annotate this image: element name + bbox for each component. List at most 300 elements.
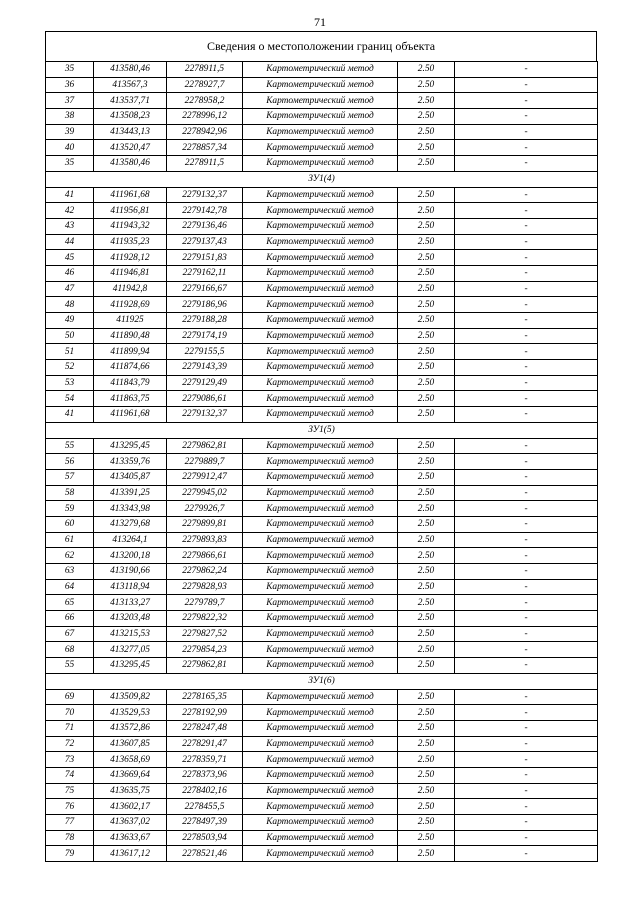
coord-y: 2279893,83 — [167, 532, 243, 548]
method-cell: Картометрический метод — [243, 77, 398, 93]
table-row — [46, 564, 598, 580]
coord-y: 2279142,78 — [167, 203, 243, 219]
point-number: 54 — [46, 391, 94, 407]
coord-x: 413190,66 — [94, 564, 167, 580]
coord-x: 413658,69 — [94, 752, 167, 768]
method-cell: Картометрический метод — [243, 830, 398, 846]
coord-x: 413443,13 — [94, 124, 167, 140]
accuracy-cell: 2.50 — [398, 830, 455, 846]
method-cell: Картометрический метод — [243, 579, 398, 595]
point-number: 66 — [46, 611, 94, 627]
point-number: 37 — [46, 93, 94, 109]
dash-cell: - — [455, 846, 598, 862]
coord-y: 2279132,37 — [167, 407, 243, 423]
coord-x: 413279,68 — [94, 516, 167, 532]
dash-cell: - — [455, 62, 598, 78]
coord-y: 2279926,7 — [167, 501, 243, 517]
method-cell: Картометрический метод — [243, 203, 398, 219]
dash-cell: - — [455, 218, 598, 234]
method-cell: Картометрический метод — [243, 705, 398, 721]
accuracy-cell: 2.50 — [398, 846, 455, 862]
method-cell: Картометрический метод — [243, 391, 398, 407]
table-row — [46, 658, 598, 674]
point-number: 55 — [46, 438, 94, 454]
accuracy-cell: 2.50 — [398, 77, 455, 93]
point-number: 65 — [46, 595, 94, 611]
coord-x: 411899,94 — [94, 344, 167, 360]
point-number: 50 — [46, 328, 94, 344]
point-number: 46 — [46, 265, 94, 281]
dash-cell: - — [455, 516, 598, 532]
dash-cell: - — [455, 658, 598, 674]
method-cell: Картометрический метод — [243, 532, 398, 548]
coord-y: 2278497,39 — [167, 815, 243, 831]
accuracy-cell: 2.50 — [398, 218, 455, 234]
coord-y: 2278455,5 — [167, 799, 243, 815]
table-row — [46, 218, 598, 234]
dash-cell: - — [455, 595, 598, 611]
section-row — [46, 422, 598, 438]
table-row — [46, 360, 598, 376]
method-cell: Картометрический метод — [243, 767, 398, 783]
coord-y: 2279828,93 — [167, 579, 243, 595]
point-number: 64 — [46, 579, 94, 595]
accuracy-cell: 2.50 — [398, 297, 455, 313]
accuracy-cell: 2.50 — [398, 203, 455, 219]
dash-cell: - — [455, 93, 598, 109]
dash-cell: - — [455, 767, 598, 783]
coord-y: 2279862,24 — [167, 564, 243, 580]
coord-y: 2279862,81 — [167, 438, 243, 454]
coord-y: 2278927,7 — [167, 77, 243, 93]
point-number: 47 — [46, 281, 94, 297]
accuracy-cell: 2.50 — [398, 736, 455, 752]
coord-x: 413520,47 — [94, 140, 167, 156]
coord-y: 2279186,96 — [167, 297, 243, 313]
coord-x: 411925 — [94, 313, 167, 329]
table-row — [46, 516, 598, 532]
point-number: 35 — [46, 156, 94, 172]
coord-y: 2279132,37 — [167, 187, 243, 203]
dash-cell: - — [455, 187, 598, 203]
table-row — [46, 705, 598, 721]
table-row — [46, 281, 598, 297]
method-cell: Картометрический метод — [243, 485, 398, 501]
coord-x: 413508,23 — [94, 109, 167, 125]
point-number: 55 — [46, 658, 94, 674]
coord-y: 2279166,67 — [167, 281, 243, 297]
method-cell: Картометрический метод — [243, 438, 398, 454]
coord-x: 411935,23 — [94, 234, 167, 250]
accuracy-cell: 2.50 — [398, 469, 455, 485]
coord-y: 2278942,96 — [167, 124, 243, 140]
coord-x: 413607,85 — [94, 736, 167, 752]
table-row — [46, 501, 598, 517]
coord-x: 413580,46 — [94, 156, 167, 172]
accuracy-cell: 2.50 — [398, 407, 455, 423]
point-number: 42 — [46, 203, 94, 219]
section-label: ЗУ1(4) — [46, 171, 598, 187]
coord-x: 413669,64 — [94, 767, 167, 783]
coord-y: 2279136,46 — [167, 218, 243, 234]
table-row — [46, 485, 598, 501]
accuracy-cell: 2.50 — [398, 501, 455, 517]
table-row — [46, 407, 598, 423]
point-number: 58 — [46, 485, 94, 501]
dash-cell: - — [455, 689, 598, 705]
dash-cell: - — [455, 124, 598, 140]
coord-y: 2278503,94 — [167, 830, 243, 846]
point-number: 70 — [46, 705, 94, 721]
table-row — [46, 234, 598, 250]
coord-x: 413509,82 — [94, 689, 167, 705]
coord-x: 413572,86 — [94, 720, 167, 736]
point-number: 51 — [46, 344, 94, 360]
dash-cell: - — [455, 234, 598, 250]
table-title: Сведения о местоположении границ объекта — [45, 31, 597, 61]
dash-cell: - — [455, 720, 598, 736]
method-cell: Картометрический метод — [243, 281, 398, 297]
point-number: 48 — [46, 297, 94, 313]
method-cell: Картометрический метод — [243, 187, 398, 203]
point-number: 57 — [46, 469, 94, 485]
table-row — [46, 344, 598, 360]
dash-cell: - — [455, 281, 598, 297]
method-cell: Картометрический метод — [243, 250, 398, 266]
point-number: 67 — [46, 626, 94, 642]
section-label: ЗУ1(5) — [46, 422, 598, 438]
table-row — [46, 438, 598, 454]
method-cell: Картометрический метод — [243, 846, 398, 862]
method-cell: Картометрический метод — [243, 375, 398, 391]
coord-y: 2278911,5 — [167, 62, 243, 78]
dash-cell: - — [455, 360, 598, 376]
coord-x: 411890,48 — [94, 328, 167, 344]
accuracy-cell: 2.50 — [398, 658, 455, 674]
method-cell: Картометрический метод — [243, 689, 398, 705]
coord-y: 2279822,32 — [167, 611, 243, 627]
dash-cell: - — [455, 454, 598, 470]
coord-x: 413391,25 — [94, 485, 167, 501]
coord-x: 413118,94 — [94, 579, 167, 595]
point-number: 73 — [46, 752, 94, 768]
coord-x: 413405,87 — [94, 469, 167, 485]
method-cell: Картометрический метод — [243, 783, 398, 799]
table-row — [46, 77, 598, 93]
accuracy-cell: 2.50 — [398, 250, 455, 266]
coord-y: 2279188,28 — [167, 313, 243, 329]
accuracy-cell: 2.50 — [398, 548, 455, 564]
method-cell: Картометрический метод — [243, 454, 398, 470]
point-number: 43 — [46, 218, 94, 234]
table-row — [46, 579, 598, 595]
dash-cell: - — [455, 438, 598, 454]
accuracy-cell: 2.50 — [398, 516, 455, 532]
accuracy-cell: 2.50 — [398, 187, 455, 203]
accuracy-cell: 2.50 — [398, 124, 455, 140]
point-number: 78 — [46, 830, 94, 846]
point-number: 45 — [46, 250, 94, 266]
table-row — [46, 454, 598, 470]
accuracy-cell: 2.50 — [398, 234, 455, 250]
table-row — [46, 375, 598, 391]
coord-x: 413529,53 — [94, 705, 167, 721]
dash-cell: - — [455, 752, 598, 768]
dash-cell: - — [455, 705, 598, 721]
coord-x: 413343,98 — [94, 501, 167, 517]
accuracy-cell: 2.50 — [398, 454, 455, 470]
coord-y: 2278521,46 — [167, 846, 243, 862]
method-cell: Картометрический метод — [243, 328, 398, 344]
table-row — [46, 689, 598, 705]
dash-cell: - — [455, 391, 598, 407]
table-row — [46, 720, 598, 736]
coord-y: 2278165,35 — [167, 689, 243, 705]
coord-y: 2278192,99 — [167, 705, 243, 721]
table-row — [46, 815, 598, 831]
coord-x: 413617,12 — [94, 846, 167, 862]
dash-cell: - — [455, 501, 598, 517]
accuracy-cell: 2.50 — [398, 783, 455, 799]
point-number: 60 — [46, 516, 94, 532]
point-number: 69 — [46, 689, 94, 705]
dash-cell: - — [455, 344, 598, 360]
accuracy-cell: 2.50 — [398, 140, 455, 156]
coord-x: 413567,3 — [94, 77, 167, 93]
point-number: 35 — [46, 62, 94, 78]
accuracy-cell: 2.50 — [398, 485, 455, 501]
coord-y: 2278911,5 — [167, 156, 243, 172]
point-number: 40 — [46, 140, 94, 156]
point-number: 74 — [46, 767, 94, 783]
coord-y: 2278857,34 — [167, 140, 243, 156]
point-number: 71 — [46, 720, 94, 736]
table-row — [46, 548, 598, 564]
accuracy-cell: 2.50 — [398, 532, 455, 548]
coord-x: 411956,81 — [94, 203, 167, 219]
method-cell: Картометрический метод — [243, 109, 398, 125]
point-number: 68 — [46, 642, 94, 658]
dash-cell: - — [455, 265, 598, 281]
method-cell: Картометрический метод — [243, 595, 398, 611]
accuracy-cell: 2.50 — [398, 705, 455, 721]
method-cell: Картометрический метод — [243, 313, 398, 329]
table-row — [46, 313, 598, 329]
point-number: 76 — [46, 799, 94, 815]
coord-x: 413295,45 — [94, 658, 167, 674]
point-number: 56 — [46, 454, 94, 470]
point-number: 52 — [46, 360, 94, 376]
accuracy-cell: 2.50 — [398, 767, 455, 783]
coord-x: 411843,79 — [94, 375, 167, 391]
table-row — [46, 799, 598, 815]
coord-x: 413637,02 — [94, 815, 167, 831]
dash-cell: - — [455, 77, 598, 93]
coord-y: 2279862,81 — [167, 658, 243, 674]
method-cell: Картометрический метод — [243, 564, 398, 580]
table-row — [46, 187, 598, 203]
dash-cell: - — [455, 203, 598, 219]
point-number: 62 — [46, 548, 94, 564]
table-row — [46, 297, 598, 313]
point-number: 53 — [46, 375, 94, 391]
table-row — [46, 156, 598, 172]
dash-cell: - — [455, 156, 598, 172]
coord-x: 411928,69 — [94, 297, 167, 313]
point-number: 38 — [46, 109, 94, 125]
method-cell: Картометрический метод — [243, 611, 398, 627]
dash-cell: - — [455, 736, 598, 752]
coordinates-table-body — [46, 62, 598, 862]
accuracy-cell: 2.50 — [398, 313, 455, 329]
coord-y: 2279889,7 — [167, 454, 243, 470]
coord-x: 413200,18 — [94, 548, 167, 564]
method-cell: Картометрический метод — [243, 360, 398, 376]
table-row — [46, 124, 598, 140]
dash-cell: - — [455, 297, 598, 313]
table-row — [46, 767, 598, 783]
method-cell: Картометрический метод — [243, 156, 398, 172]
coord-x: 411863,75 — [94, 391, 167, 407]
dash-cell: - — [455, 313, 598, 329]
method-cell: Картометрический метод — [243, 736, 398, 752]
accuracy-cell: 2.50 — [398, 109, 455, 125]
accuracy-cell: 2.50 — [398, 626, 455, 642]
table-row — [46, 595, 598, 611]
method-cell: Картометрический метод — [243, 93, 398, 109]
accuracy-cell: 2.50 — [398, 642, 455, 658]
method-cell: Картометрический метод — [243, 218, 398, 234]
coord-y: 2279789,7 — [167, 595, 243, 611]
coord-x: 413635,75 — [94, 783, 167, 799]
table-row — [46, 391, 598, 407]
coord-y: 2279151,83 — [167, 250, 243, 266]
method-cell: Картометрический метод — [243, 720, 398, 736]
coord-x: 411874,66 — [94, 360, 167, 376]
method-cell: Картометрический метод — [243, 234, 398, 250]
table-row — [46, 109, 598, 125]
coord-x: 411943,32 — [94, 218, 167, 234]
table-row — [46, 203, 598, 219]
table-row — [46, 783, 598, 799]
section-row — [46, 673, 598, 689]
method-cell: Картометрический метод — [243, 658, 398, 674]
method-cell: Картометрический метод — [243, 799, 398, 815]
coord-y: 2278996,12 — [167, 109, 243, 125]
accuracy-cell: 2.50 — [398, 391, 455, 407]
coord-x: 413215,53 — [94, 626, 167, 642]
dash-cell: - — [455, 140, 598, 156]
point-number: 41 — [46, 407, 94, 423]
accuracy-cell: 2.50 — [398, 799, 455, 815]
accuracy-cell: 2.50 — [398, 752, 455, 768]
point-number: 41 — [46, 187, 94, 203]
accuracy-cell: 2.50 — [398, 595, 455, 611]
coord-y: 2279143,39 — [167, 360, 243, 376]
method-cell: Картометрический метод — [243, 642, 398, 658]
coord-x: 413633,67 — [94, 830, 167, 846]
point-number: 79 — [46, 846, 94, 862]
coord-y: 2279155,5 — [167, 344, 243, 360]
method-cell: Картометрический метод — [243, 548, 398, 564]
accuracy-cell: 2.50 — [398, 344, 455, 360]
dash-cell: - — [455, 579, 598, 595]
coord-x: 413602,17 — [94, 799, 167, 815]
accuracy-cell: 2.50 — [398, 62, 455, 78]
coord-y: 2279854,23 — [167, 642, 243, 658]
method-cell: Картометрический метод — [243, 265, 398, 281]
coord-y: 2278958,2 — [167, 93, 243, 109]
coordinates-table — [45, 61, 598, 862]
point-number: 77 — [46, 815, 94, 831]
dash-cell: - — [455, 611, 598, 627]
coord-y: 2279827,52 — [167, 626, 243, 642]
coord-y: 2278359,71 — [167, 752, 243, 768]
accuracy-cell: 2.50 — [398, 93, 455, 109]
dash-cell: - — [455, 799, 598, 815]
accuracy-cell: 2.50 — [398, 564, 455, 580]
point-number: 44 — [46, 234, 94, 250]
table-row — [46, 626, 598, 642]
point-number: 75 — [46, 783, 94, 799]
coord-y: 2279174,19 — [167, 328, 243, 344]
dash-cell: - — [455, 407, 598, 423]
dash-cell: - — [455, 469, 598, 485]
table-row — [46, 752, 598, 768]
dash-cell: - — [455, 548, 598, 564]
accuracy-cell: 2.50 — [398, 689, 455, 705]
section-row — [46, 171, 598, 187]
dash-cell: - — [455, 250, 598, 266]
coord-x: 411961,68 — [94, 407, 167, 423]
dash-cell: - — [455, 815, 598, 831]
table-row — [46, 611, 598, 627]
method-cell: Картометрический метод — [243, 344, 398, 360]
method-cell: Картометрический метод — [243, 407, 398, 423]
accuracy-cell: 2.50 — [398, 265, 455, 281]
dash-cell: - — [455, 564, 598, 580]
table-row — [46, 830, 598, 846]
coord-x: 411942,8 — [94, 281, 167, 297]
point-number: 72 — [46, 736, 94, 752]
point-number: 61 — [46, 532, 94, 548]
dash-cell: - — [455, 328, 598, 344]
table-row — [46, 736, 598, 752]
point-number: 59 — [46, 501, 94, 517]
method-cell: Картометрический метод — [243, 815, 398, 831]
accuracy-cell: 2.50 — [398, 375, 455, 391]
coord-x: 413359,76 — [94, 454, 167, 470]
page-number: 71 — [314, 15, 326, 29]
dash-cell: - — [455, 830, 598, 846]
method-cell: Картометрический метод — [243, 124, 398, 140]
accuracy-cell: 2.50 — [398, 281, 455, 297]
coord-y: 2279912,47 — [167, 469, 243, 485]
dash-cell: - — [455, 626, 598, 642]
method-cell: Картометрический метод — [243, 501, 398, 517]
accuracy-cell: 2.50 — [398, 579, 455, 595]
coord-x: 413277,05 — [94, 642, 167, 658]
boundary-sheet — [45, 31, 597, 862]
coord-x: 411961,68 — [94, 187, 167, 203]
method-cell: Картометрический метод — [243, 140, 398, 156]
point-number: 49 — [46, 313, 94, 329]
coord-y: 2279899,81 — [167, 516, 243, 532]
method-cell: Картометрический метод — [243, 297, 398, 313]
table-row — [46, 532, 598, 548]
method-cell: Картометрический метод — [243, 626, 398, 642]
dash-cell: - — [455, 532, 598, 548]
